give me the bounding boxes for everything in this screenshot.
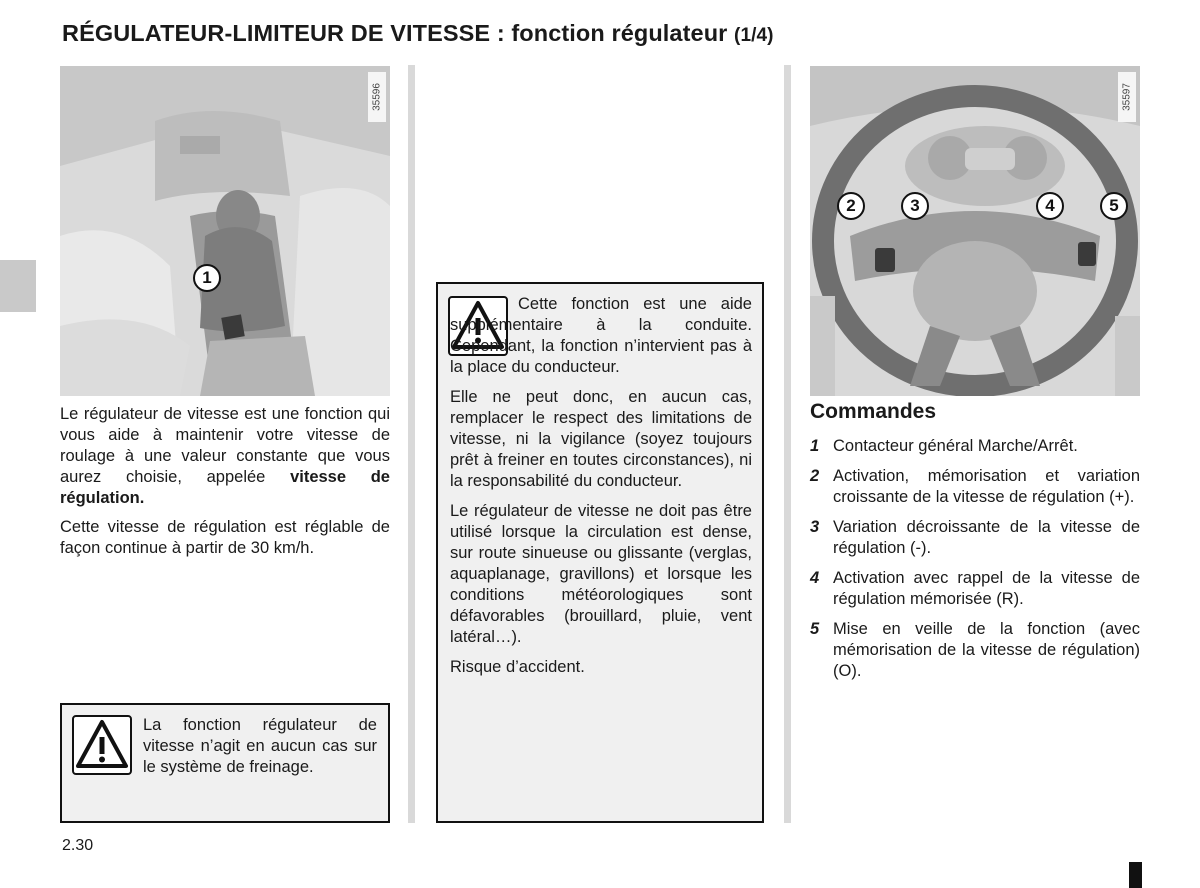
list-item — [810, 619, 1140, 682]
list-item-text: Variation décroissante de la vitesse de régulation (-). — [833, 518, 1140, 557]
callout-5: 5 — [1100, 192, 1128, 220]
braking-warning-box — [60, 703, 390, 823]
list-item-number: 5 — [810, 620, 820, 638]
page-title — [62, 20, 774, 47]
commandes-heading: Commandes — [810, 400, 937, 423]
callout-3: 3 — [901, 192, 929, 220]
assist-warning-para-4: Risque d’accident. — [450, 658, 585, 676]
assist-warning-lead: Cette fonction est une aide supplémentaire à la conduite. Cependant, la fonction n’intervient pas à la place du conducteur. — [450, 295, 752, 376]
list-item-number: 3 — [810, 518, 820, 536]
console-illustration — [60, 66, 390, 396]
assist-warning-para-3: Le régulateur de vitesse ne doit pas être utilisé lorsque la circulation est dense, sur route sinueuse ou glissante (verglas, aquaplanage, gravillons) et lorsque les conditions météorologiques sont défavorables (brouillard, pluie, vent latéral…). — [450, 502, 752, 646]
list-item — [810, 436, 1140, 457]
list-item-text: Contacteur général Marche/Arrêt. — [833, 437, 1078, 455]
warning-triangle-icon — [72, 715, 132, 775]
list-item-text: Activation, mémorisation et variation croissante de la vitesse de régulation (+). — [833, 467, 1140, 506]
list-item-text: Activation avec rappel de la vitesse de régulation mémorisée (R). — [833, 569, 1140, 608]
page-edge-marker — [1129, 862, 1142, 888]
assist-warning-text — [450, 294, 752, 687]
intro-paragraph — [60, 404, 390, 509]
callout-1: 1 — [193, 264, 221, 292]
callout-2: 2 — [837, 192, 865, 220]
list-item-number: 4 — [810, 569, 820, 587]
list-item-text: Mise en veille de la fonction (avec mémorisation de la vitesse de régulation) (O). — [833, 620, 1140, 680]
list-item-number: 2 — [810, 467, 820, 485]
steering-wheel-illustration — [810, 66, 1140, 396]
chapter-tab-marker — [0, 260, 36, 312]
braking-warning-text: La fonction régulateur de vitesse n’agit en aucun cas sur le système de freinage. — [143, 716, 377, 776]
list-item — [810, 517, 1140, 559]
commandes-list — [810, 436, 1140, 691]
callout-4: 4 — [1036, 192, 1064, 220]
steering-wheel-photo — [810, 66, 1140, 396]
column-divider-right — [784, 65, 791, 823]
intro-bold-term: vitesse de régulation. — [60, 468, 390, 507]
page-number: 2.30 — [62, 837, 94, 854]
intro-paragraph-2: Cette vitesse de régulation est réglable de façon continue à partir de 30 km/h. — [60, 518, 390, 557]
photo-reference: 35596 — [368, 72, 386, 122]
list-item — [810, 568, 1140, 610]
intro-text: Le régulateur de vitesse est une fonction qui vous aide à maintenir votre vitesse de roulage à une valeur constante que vous aurez choisie, appelée — [60, 405, 390, 486]
assist-warning-para-2: Elle ne peut donc, en aucun cas, remplacer le respect des limitations de vitesse, ni la vigilance (soyez toujours prêt à freiner en toutes circonstances), ni la responsabilité du conducteur. — [450, 388, 752, 490]
console-photo — [60, 66, 390, 396]
title-main: RÉGULATEUR-LIMITEUR DE VITESSE : fonction régulateur — [62, 20, 728, 46]
list-item — [810, 466, 1140, 508]
photo-reference: 35597 — [1118, 72, 1136, 122]
column-divider-left — [408, 65, 415, 823]
title-part: (1/4) — [734, 25, 774, 46]
list-item-number: 1 — [810, 437, 820, 455]
assist-warning-box — [436, 282, 764, 823]
